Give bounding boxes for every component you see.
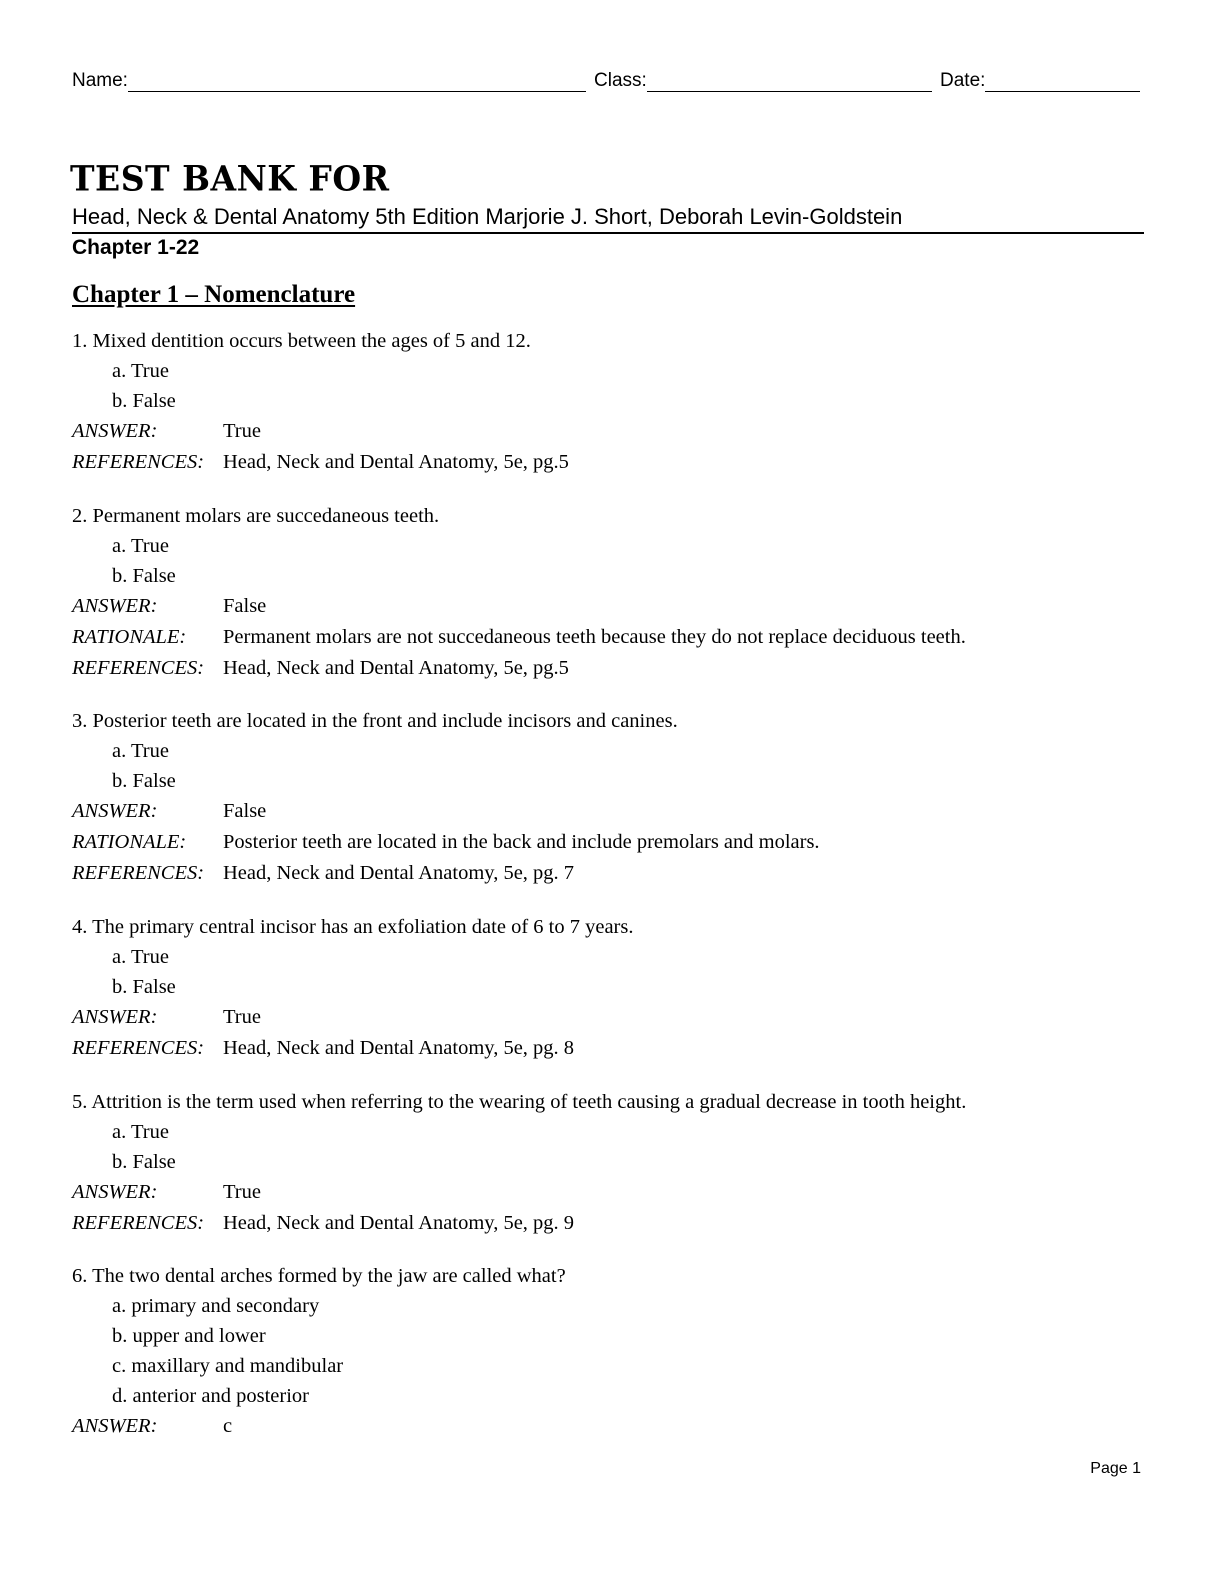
chapter-range: Chapter 1-22 [72,236,200,259]
class-label: Class: [594,70,647,91]
answer-row [72,1002,1152,1033]
references-label: REFERENCES: [72,1037,205,1059]
answer-row [72,416,1152,447]
answer-value: c [223,1415,233,1437]
references-value: Head, Neck and Dental Anatomy, 5e, pg. 7 [223,862,575,884]
answer-label: ANSWER: [72,595,158,617]
question-4 [72,912,1152,1064]
option-a: a. primary and secondary [112,1295,320,1317]
option-a: a. True [112,535,169,557]
references-row [72,447,1152,478]
answer-label: ANSWER: [72,800,158,822]
references-label: REFERENCES: [72,862,205,884]
class-blank-line[interactable] [647,71,932,92]
question-stem: 5. Attrition is the term used when referring to the wearing of teeth causing a gradual decrease in tooth height. [72,1091,967,1113]
references-label: REFERENCES: [72,1212,205,1234]
option-c: c. maxillary and mandibular [112,1355,344,1377]
references-row [72,858,1152,889]
question-1 [72,326,1152,478]
class-field[interactable] [594,70,932,92]
answer-label: ANSWER: [72,1181,158,1203]
answer-row [72,1411,1152,1442]
question-stem: 4. The primary central incisor has an exfoliation date of 6 to 7 years. [72,916,634,938]
option-b: b. upper and lower [112,1325,266,1347]
answer-value: True [223,1181,261,1203]
date-field[interactable] [940,70,1140,92]
option-b: b. False [112,1151,176,1173]
option-b: b. False [112,770,176,792]
references-row [72,653,1152,684]
option-b: b. False [112,976,176,998]
option-b: b. False [112,390,176,412]
references-label: REFERENCES: [72,451,205,473]
answer-value: True [223,1006,261,1028]
date-blank-line[interactable] [985,71,1140,92]
answer-row [72,591,1152,622]
page-number: Page 1 [1090,1460,1141,1477]
question-5 [72,1087,1152,1239]
answer-label: ANSWER: [72,420,158,442]
option-a: a. True [112,946,169,968]
rationale-row [72,622,1152,653]
rationale-label: RATIONALE: [72,626,187,648]
rationale-value: Permanent molars are not succedaneous teeth because they do not replace deciduous teeth. [223,626,966,648]
question-2 [72,501,1152,684]
option-d: d. anterior and posterior [112,1385,309,1407]
answer-label: ANSWER: [72,1415,158,1437]
references-value: Head, Neck and Dental Anatomy, 5e, pg. 8 [223,1037,575,1059]
title-divider [72,232,1144,234]
references-row [72,1208,1152,1239]
question-6 [72,1261,1152,1442]
option-b: b. False [112,565,176,587]
references-row [72,1033,1152,1064]
question-stem: 6. The two dental arches formed by the jaw are called what? [72,1265,566,1287]
rationale-row [72,827,1152,858]
document-title: TEST BANK FOR [70,158,390,199]
student-info-header [72,70,1142,100]
references-value: Head, Neck and Dental Anatomy, 5e, pg.5 [223,451,569,473]
question-3 [72,706,1152,889]
option-a: a. True [112,740,169,762]
answer-row [72,796,1152,827]
answer-value: False [223,595,267,617]
option-a: a. True [112,360,169,382]
answer-value: True [223,420,261,442]
question-stem: 1. Mixed dentition occurs between the ages of 5 and 12. [72,330,531,352]
question-stem: 2. Permanent molars are succedaneous teeth. [72,505,440,527]
rationale-label: RATIONALE: [72,831,187,853]
name-blank-line[interactable] [128,71,586,92]
rationale-value: Posterior teeth are located in the back and include premolars and molars. [223,831,820,853]
answer-value: False [223,800,267,822]
answer-row [72,1177,1152,1208]
references-label: REFERENCES: [72,657,205,679]
references-value: Head, Neck and Dental Anatomy, 5e, pg. 9 [223,1212,575,1234]
name-field[interactable] [72,70,586,92]
name-label: Name: [72,70,128,91]
answer-label: ANSWER: [72,1006,158,1028]
chapter-heading: Chapter 1 – Nomenclature [72,281,356,308]
document-subtitle: Head, Neck & Dental Anatomy 5th Edition Marjorie J. Short, Deborah Levin-Goldstein [72,204,903,229]
date-label: Date: [940,70,986,91]
option-a: a. True [112,1121,169,1143]
question-stem: 3. Posterior teeth are located in the front and include incisors and canines. [72,710,678,732]
references-value: Head, Neck and Dental Anatomy, 5e, pg.5 [223,657,569,679]
